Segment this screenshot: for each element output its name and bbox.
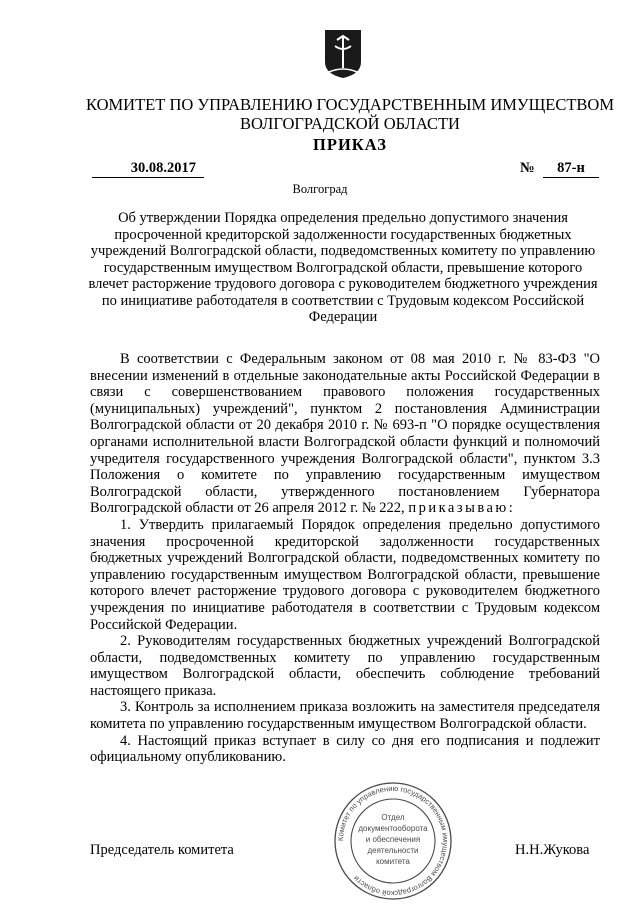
item-3: 3. Контроль за исполнением приказа возложить на заместителя председателя комитета по управлению государственным имуществом Волгоградской области.	[90, 699, 600, 733]
document-date: 30.08.2017	[92, 160, 204, 178]
preamble-paragraph	[90, 351, 600, 517]
stamp-line-2: документооборота	[358, 824, 428, 833]
item-4: 4. Настоящий приказ вступает в силу со дня его подписания и подлежит официальному опубликованию.	[90, 732, 600, 766]
coat-of-arms-icon	[323, 28, 363, 80]
signatory-name: Н.Н.Жукова	[515, 842, 590, 858]
document-body	[90, 351, 600, 766]
stamp-line-4: деятельности	[367, 846, 419, 855]
org-name-line2: ВОЛГОГРАДСКОЙ ОБЛАСТИ	[240, 114, 460, 133]
signatory-position: Председатель комитета	[90, 842, 234, 858]
stamp-ring-text: Комитет по управлению государственным имуществом Волгоградской области	[335, 783, 451, 899]
org-name-line1: КОМИТЕТ ПО УПРАВЛЕНИЮ ГОСУДАРСТВЕННЫМ ИМУЩЕСТВОМ	[85, 95, 614, 114]
stamp-line-1: Отдел	[381, 813, 405, 822]
office-stamp	[330, 782, 456, 900]
preamble-text: В соответствии с Федеральным законом от 08 мая 2010 г. № 83-ФЗ "О внесении изменений в отдельные законодательные акты Российской Федерации в связи с совершенствованием правового положения государственных (муниципальных) учреждений", пунктом 2 постановления Администрации Волгоградской области от 20 декабря 2010 г. № 693-п "О порядке осуществления органами исполнительной власти Волгоградской области функций и полномочий учредителя государственного учреждения Волгоградской области", пунктом 3.3 Положения о комитете по управлению государственным имуществом Волгоградской области, утвержденного постановлением Губернатора Волгоградской области от 26 апреля 2012 г. № 222,	[90, 351, 600, 517]
document-number: 87-н	[543, 160, 599, 178]
order-word: приказываю:	[408, 500, 516, 517]
number-label: №	[520, 160, 535, 176]
document-subject: Об утверждении Порядка определения предельно допустимого значения просроченной кредиторской задолженности государственных бюджетных учреждений Волгоградской области, подведомственных комитету по управлению государственным имуществом Волгоградской области, превышение которого влечет расторжение трудового договора с руководителем бюджетного учреждения по инициативе работодателя в соответствии с Трудовым кодексом Российской Федерации	[88, 210, 598, 325]
item-1: 1. Утвердить прилагаемый Порядок определения предельно допустимого значения просроченной кредиторской задолженности государственных бюджетных учреждений Волгоградской области, подведомственных комитету по управлению государственным имуществом Волгоградской области, превышение которого влечет расторжение трудового договора с руководителем бюджетного учреждения по инициативе работодателя в соответствии с Трудовым кодексом Российской Федерации.	[90, 516, 600, 633]
item-2: 2. Руководителям государственных бюджетных учреждений Волгоградской области, подведомственных комитету по управлению государственным имуществом Волгоградской области, обеспечить соблюдение требований настоящего приказа.	[90, 633, 600, 699]
stamp-line-5: комитета	[376, 857, 410, 866]
city: Волгоград	[292, 182, 348, 196]
stamp-line-3: и обеспечения	[365, 835, 421, 844]
document-type: ПРИКАЗ	[313, 135, 387, 154]
